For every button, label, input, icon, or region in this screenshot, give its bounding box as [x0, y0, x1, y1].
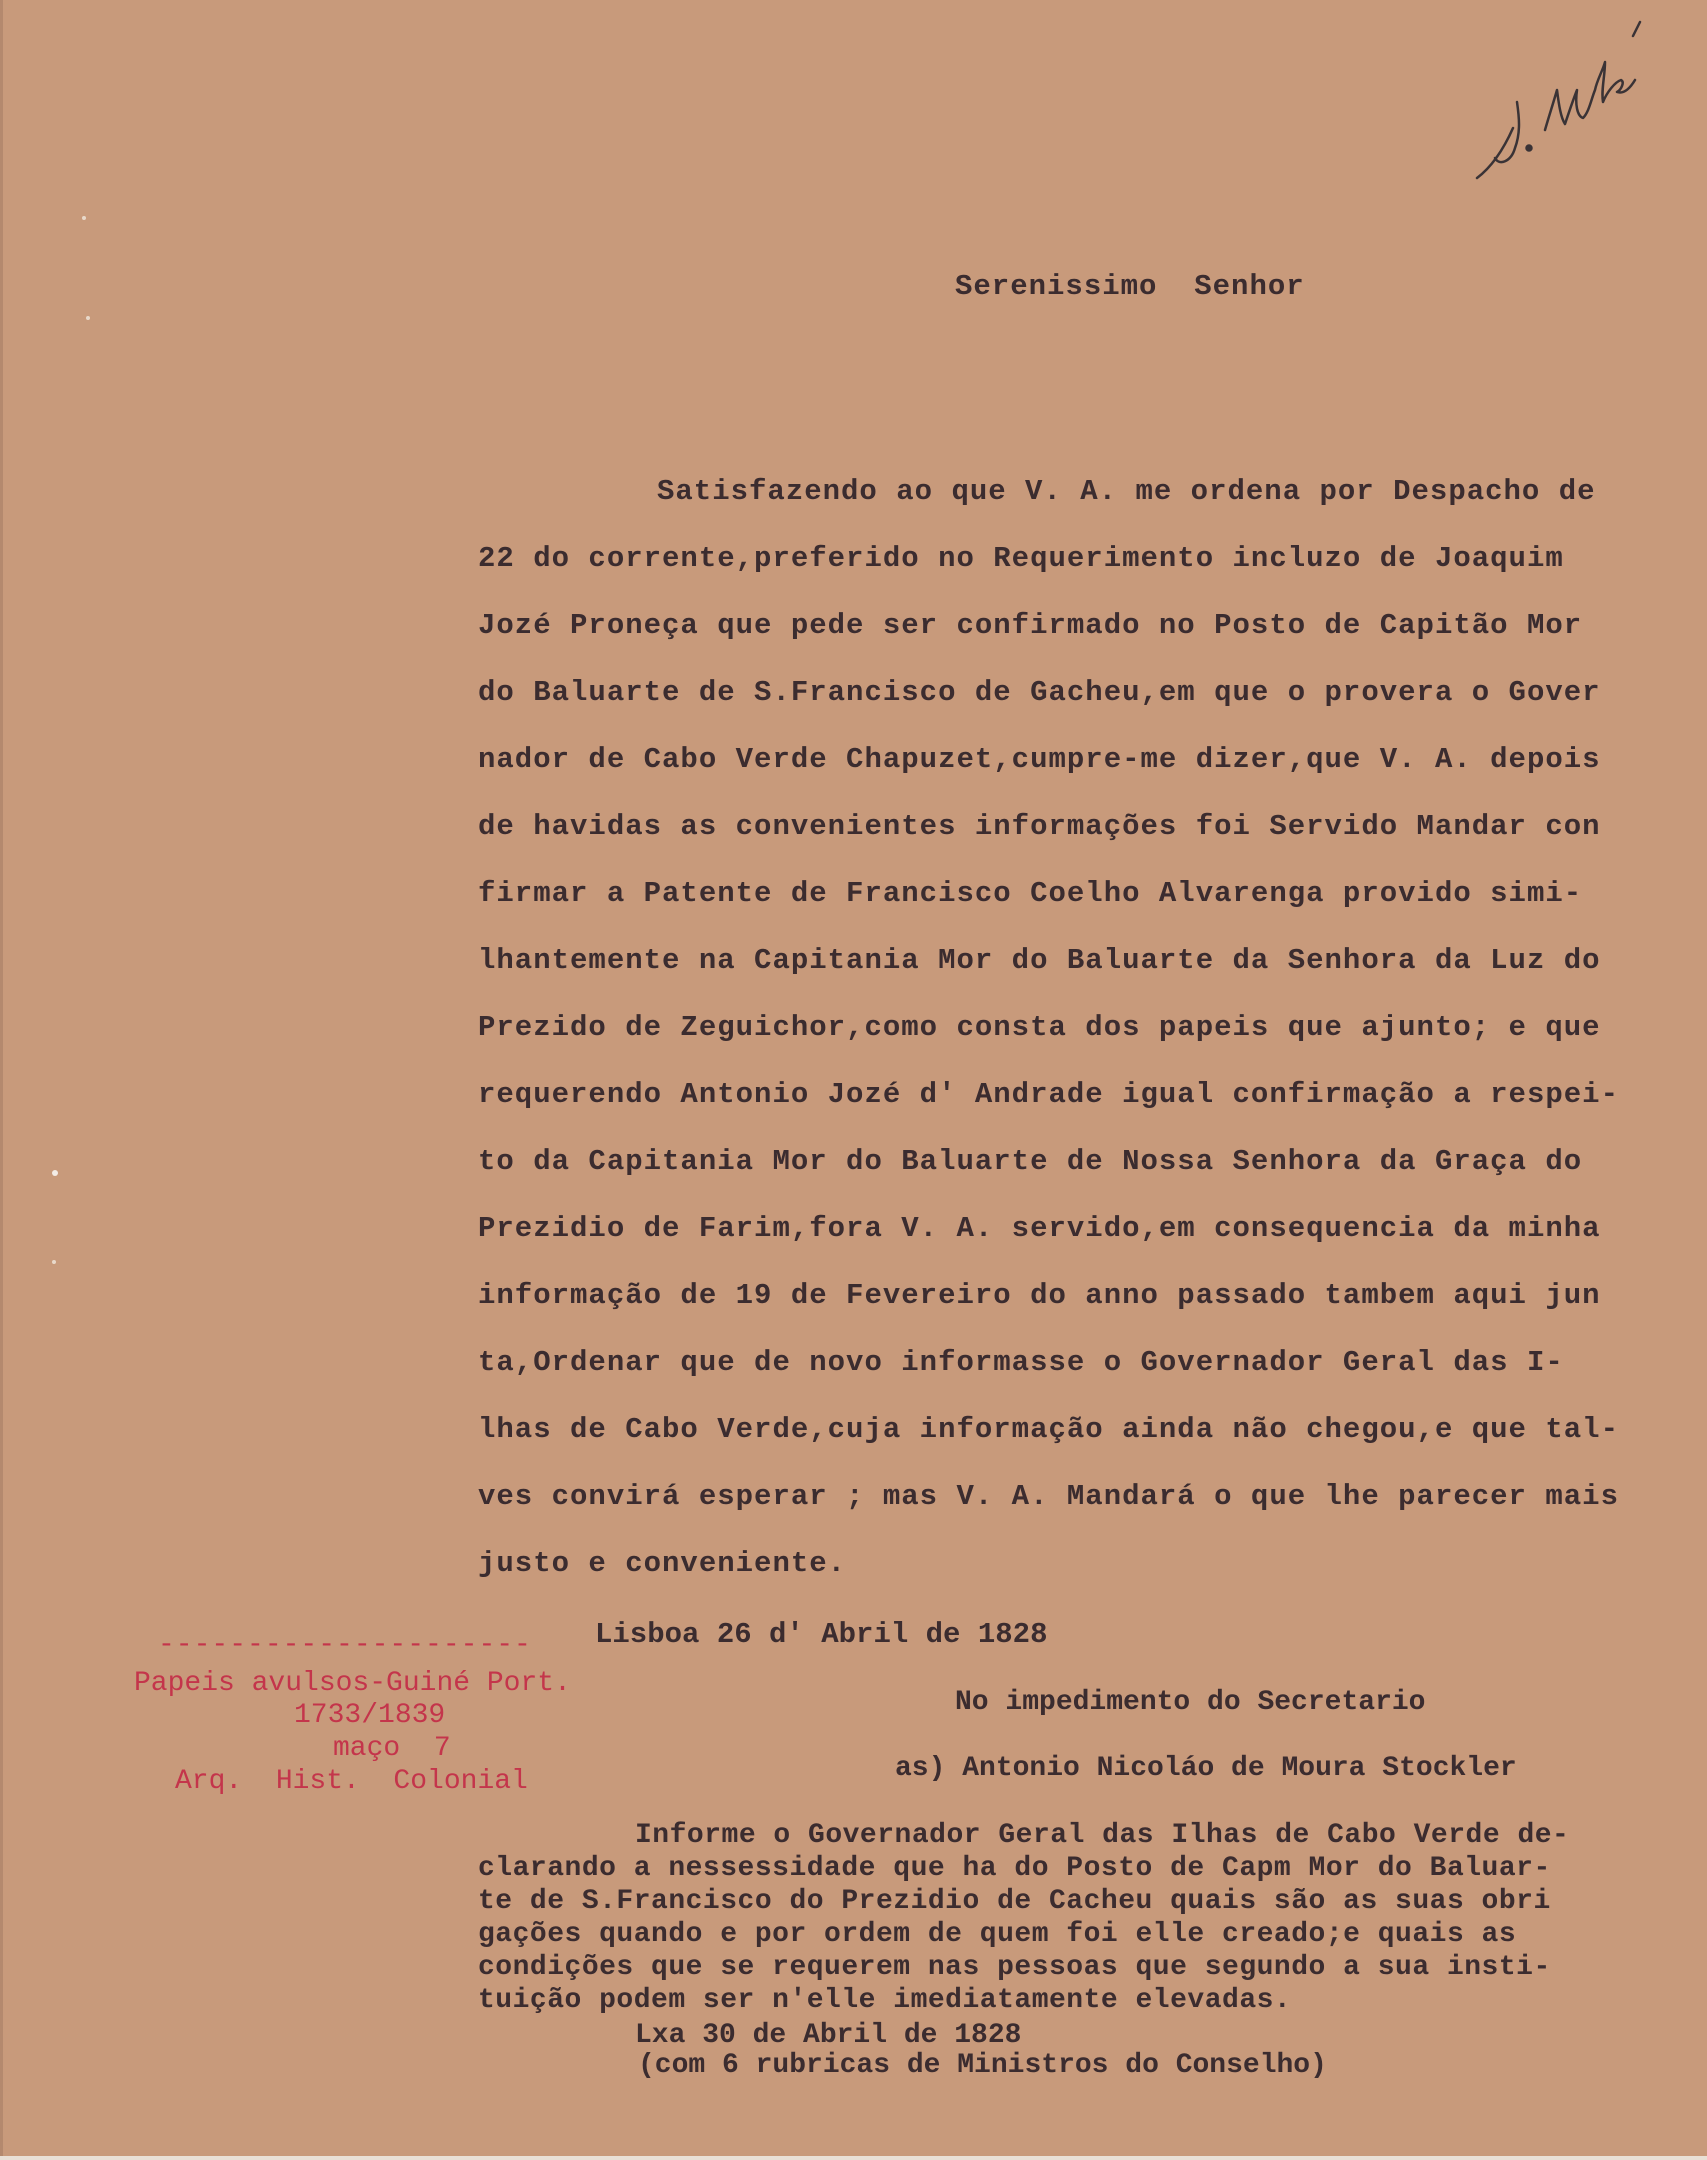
despacho-line: condições que se requerem nas pessoas que segundo a sua insti-: [478, 1952, 1551, 1983]
archive-stamp-years: 1733/1839: [294, 1700, 446, 1731]
archive-stamp-archive: Arq. Hist. Colonial: [175, 1766, 528, 1797]
body-line: ves convirá esperar ; mas V. A. Mandará o que lhe parecer mais: [478, 1480, 1619, 1513]
despacho-note: (com 6 rubricas de Ministros do Conselho): [638, 2050, 1327, 2081]
signature-title: No impedimento do Secretario: [955, 1687, 1426, 1718]
body-line: firmar a Patente de Francisco Coelho Alvarenga provido simi-: [478, 877, 1583, 910]
despacho-line: clarando a nessessidade que ha do Posto de Capm Mor do Baluar-: [478, 1853, 1551, 1884]
salutation: Serenissimo Senhor: [955, 270, 1305, 303]
despacho-line: tuição podem ser n'elle imediatamente elevadas.: [478, 1985, 1292, 2016]
paper-speck: [86, 316, 90, 320]
paper-edge-bottom: [0, 2156, 1707, 2160]
despacho-line: gações quando e por ordem de quem foi elle creado;e quais as: [478, 1919, 1517, 1950]
body-line: 22 do corrente,preferido no Requerimento incluzo de Joaquim: [478, 542, 1564, 575]
despacho-line: Informe o Governador Geral das Ilhas de Cabo Verde de-: [635, 1820, 1570, 1851]
body-line: requerendo Antonio Jozé d' Andrade igual confirmação a respei-: [478, 1078, 1619, 1111]
body-line: to da Capitania Mor do Baluarte de Nossa Senhora da Graça do: [478, 1145, 1583, 1178]
handwritten-signature-mark: [1465, 20, 1665, 190]
body-line: Prezido de Zeguichor,como consta dos papeis que ajunto; e que: [478, 1011, 1601, 1044]
body-line: Prezidio de Farim,fora V. A. servido,em consequencia da minha: [478, 1212, 1601, 1245]
archive-stamp-collection: Papeis avulsos-Guiné Port.: [134, 1668, 571, 1699]
paper-speck: [52, 1170, 58, 1176]
body-line: lhantemente na Capitania Mor do Baluarte da Senhora da Luz do: [478, 944, 1601, 977]
body-line: ta,Ordenar que de novo informasse o Governador Geral das I-: [478, 1346, 1564, 1379]
despacho-date: Lxa 30 de Abril de 1828: [635, 2020, 1022, 2051]
body-line: do Baluarte de S.Francisco de Gacheu,em que o provera o Gover: [478, 676, 1601, 709]
signature-name: as) Antonio Nicoláo de Moura Stockler: [895, 1753, 1517, 1784]
body-line: justo e conveniente.: [478, 1547, 847, 1580]
body-line: Jozé Proneça que pede ser confirmado no Posto de Capitão Mor: [478, 609, 1583, 642]
archive-stamp-rule: ---------------------: [158, 1630, 532, 1661]
body-line: informação de 19 de Fevereiro do anno passado tambem aqui jun: [478, 1279, 1601, 1312]
body-line: de havidas as convenientes informações foi Servido Mandar con: [478, 810, 1601, 843]
date-line: Lisboa 26 d' Abril de 1828: [595, 1618, 1048, 1651]
paper-speck: [82, 216, 86, 220]
archive-stamp-bundle: maço 7: [333, 1733, 451, 1764]
despacho-line: te de S.Francisco do Prezidio de Cacheu quais são as suas obri: [478, 1886, 1551, 1917]
paper-speck: [52, 1260, 56, 1264]
body-line: nador de Cabo Verde Chapuzet,cumpre-me dizer,que V. A. depois: [478, 743, 1601, 776]
paper-edge-left: [0, 0, 3, 2160]
body-line: lhas de Cabo Verde,cuja informação ainda não chegou,e que tal-: [478, 1413, 1619, 1446]
body-line: Satisfazendo ao que V. A. me ordena por Despacho de: [657, 475, 1596, 508]
